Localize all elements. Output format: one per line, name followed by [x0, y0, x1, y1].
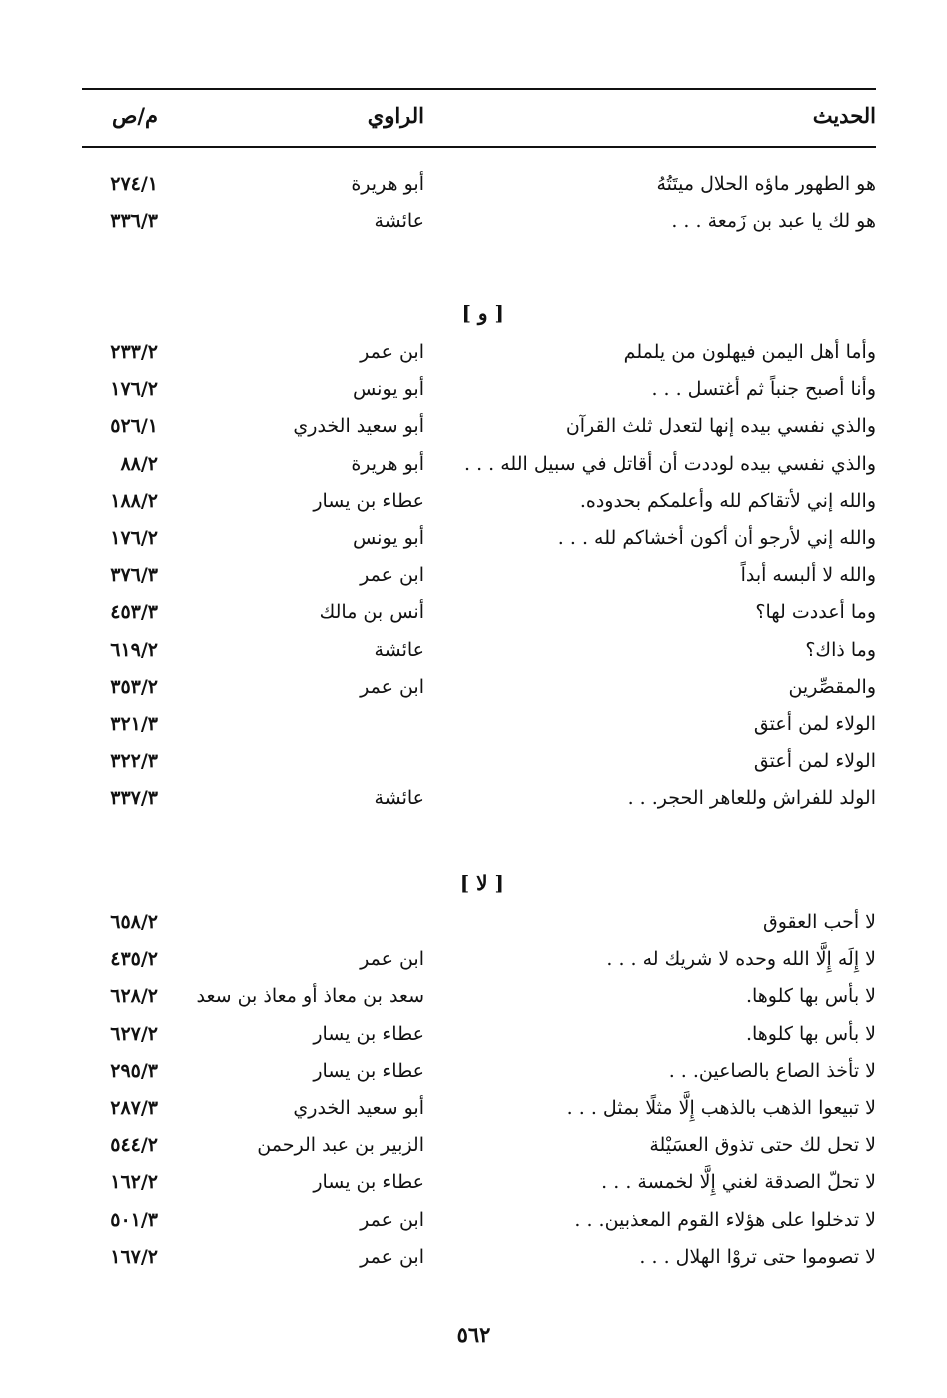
table-row [82, 1164, 876, 1200]
section-title-label: [ لا ] [459, 871, 504, 895]
hadith-cell: لا بأس بها كلوها. [745, 1022, 876, 1045]
table-header [82, 96, 876, 136]
table-row [82, 594, 876, 630]
ref-cell: ٥٢٦/١ [110, 415, 158, 438]
table-row [82, 1127, 876, 1163]
ref-cell: ١٧٦/٢ [110, 527, 158, 549]
hadith-cell: لا إِلَه إِلَّا الله وحده لا شريك له . . . [606, 948, 876, 971]
table-row [82, 632, 876, 668]
hadith-cell: لا أحب العقوق [763, 911, 876, 933]
hadith-cell: الولاء لمن أعتق [753, 750, 876, 773]
table-row [82, 203, 876, 239]
table-row [82, 941, 876, 977]
rawi-cell: ابن عمر [360, 564, 424, 587]
table-row [82, 334, 876, 370]
section-title [82, 298, 876, 328]
ref-cell: ٥٠١/٣ [110, 1208, 158, 1231]
rawi-cell: أنس بن مالك [319, 601, 424, 624]
table-row [82, 1090, 876, 1126]
ref-cell: ٣٥٣/٢ [110, 675, 158, 698]
ref-cell: ٢٨٧/٣ [110, 1097, 158, 1119]
ref-cell: ٢٩٥/٣ [110, 1059, 158, 1082]
rawi-cell: الزبير بن عبد الرحمن [257, 1134, 424, 1157]
ref-cell: ٤٥٣/٣ [110, 601, 158, 624]
hadith-cell: وأما أهل اليمن فيهلون من يلملم [623, 341, 876, 363]
rawi-cell: أبو هريرة [351, 452, 424, 475]
hadith-cell: وما ذاك؟ [805, 638, 876, 661]
table-row [82, 669, 876, 705]
ref-cell: ١٦٢/٢ [110, 1171, 158, 1194]
rawi-cell: عائشة [374, 787, 424, 810]
rawi-cell: ابن عمر [360, 675, 424, 698]
section-title-label: [ و ] [461, 301, 504, 325]
rawi-cell: أبو هريرة [351, 173, 424, 195]
header-rule [82, 146, 876, 148]
hadith-cell: والله إني لأرجو أن أكون أخشاكم لله . . . [557, 527, 876, 549]
ref-cell: ١٦٧/٢ [110, 1245, 158, 1268]
table-row [82, 446, 876, 482]
hadith-cell: والمقصِّرين [788, 675, 876, 698]
rawi-cell: ابن عمر [360, 1245, 424, 1268]
table-row [82, 743, 876, 779]
header-rawi: الراوي [367, 103, 424, 128]
hadith-cell: لا تحلّ الصدقة لغني إِلَّا لخمسة . . . [601, 1171, 876, 1194]
rawi-cell: عطاء بن يسار [313, 1171, 424, 1194]
hadith-cell: الولاء لمن أعتق [753, 713, 876, 735]
hadith-cell: والذي نفسي بيده لوددت أن أقاتل في سبيل الله . . . [464, 452, 876, 475]
hadith-cell: والله إني لأتقاكم لله وأعلمكم بحدوده. [579, 489, 876, 512]
hadith-cell: لا تدخلوا على هؤلاء القوم المعذبين. . . [574, 1208, 876, 1231]
ref-cell: ٣٧٦/٣ [110, 564, 158, 587]
rawi-cell: أبو سعيد الخدري [293, 415, 424, 438]
rawi-cell: عائشة [374, 638, 424, 661]
rawi-cell: عائشة [374, 210, 424, 233]
ref-cell: ١٨٨/٢ [110, 489, 158, 512]
hadith-cell: هو الطهور ماؤه الحلال ميتَتُهُ [656, 173, 876, 195]
rawi-cell: عطاء بن يسار [313, 1022, 424, 1045]
hadith-cell: لا تصوموا حتى تروْا الهلال . . . [639, 1245, 876, 1268]
top-rule [82, 88, 876, 90]
ref-cell: ٣٣٧/٣ [110, 787, 158, 810]
ref-cell: ٣٣٦/٣ [110, 210, 158, 233]
ref-cell: ٦٥٨/٢ [110, 911, 158, 933]
table-row [82, 557, 876, 593]
ref-cell: ٨٨/٢ [120, 452, 158, 475]
hadith-cell: لا تبيعوا الذهب بالذهب إِلَّا مثلًا بمثل . . . [566, 1097, 876, 1119]
table-row [82, 978, 876, 1014]
ref-cell: ٤٣٥/٢ [110, 948, 158, 971]
rawi-cell: أبو سعيد الخدري [293, 1097, 424, 1119]
ref-cell: ٥٤٤/٢ [110, 1134, 158, 1157]
rawi-cell: عطاء بن يسار [313, 1059, 424, 1082]
ref-cell: ٣٢٢/٣ [110, 750, 158, 773]
rawi-cell: أبو يونس [352, 527, 424, 549]
header-ref: م/ص [111, 103, 158, 128]
hadith-cell: لا بأس بها كلوها. [745, 985, 876, 1008]
table-row [82, 904, 876, 940]
table-row [82, 371, 876, 407]
table-row [82, 706, 876, 742]
table-row [82, 1202, 876, 1238]
hadith-cell: لا تأخذ الصاع بالصاعين. . . [668, 1059, 876, 1082]
table-row [82, 520, 876, 556]
ref-cell: ٣٢١/٣ [110, 713, 158, 735]
table-row [82, 408, 876, 444]
section-title [82, 868, 876, 898]
rawi-cell: ابن عمر [360, 1208, 424, 1231]
rawi-cell: أبو يونس [352, 378, 424, 401]
page-number: ٥٦٢ [456, 1322, 491, 1347]
ref-cell: ٢٧٤/١ [110, 173, 158, 195]
hadith-cell: والله لا ألبسه أبداً [740, 564, 876, 587]
table-row [82, 1239, 876, 1275]
header-hadith: الحديث [812, 103, 876, 128]
hadith-cell: لا تحل لك حتى تذوق العسَيْلة [649, 1134, 876, 1157]
rawi-cell: ابن عمر [360, 948, 424, 971]
hadith-cell: والذي نفسي بيده إنها لتعدل ثلث القرآن [565, 415, 876, 438]
hadith-cell: الولد للفراش وللعاهر الحجر. . . [627, 787, 876, 810]
table-row [82, 483, 876, 519]
hadith-cell: وأنا أصبح جنباً ثم أغتسل . . . [651, 378, 876, 401]
ref-cell: ٦١٩/٢ [110, 638, 158, 661]
ref-cell: ٢٣٣/٢ [110, 341, 158, 363]
ref-cell: ٦٢٨/٢ [110, 985, 158, 1008]
hadith-cell: وما أعددت لها؟ [755, 601, 876, 624]
table-row [82, 1053, 876, 1089]
rawi-cell: عطاء بن يسار [313, 489, 424, 512]
rawi-cell: سعد بن معاذ أو معاذ بن سعد [196, 985, 424, 1008]
table-row [82, 780, 876, 816]
hadith-cell: هو لك يا عبد بن زَمعة . . . [671, 210, 876, 233]
ref-cell: ١٧٦/٢ [110, 378, 158, 401]
table-row [82, 1016, 876, 1052]
rawi-cell: ابن عمر [360, 341, 424, 363]
table-row [82, 166, 876, 202]
ref-cell: ٦٢٧/٢ [110, 1022, 158, 1045]
